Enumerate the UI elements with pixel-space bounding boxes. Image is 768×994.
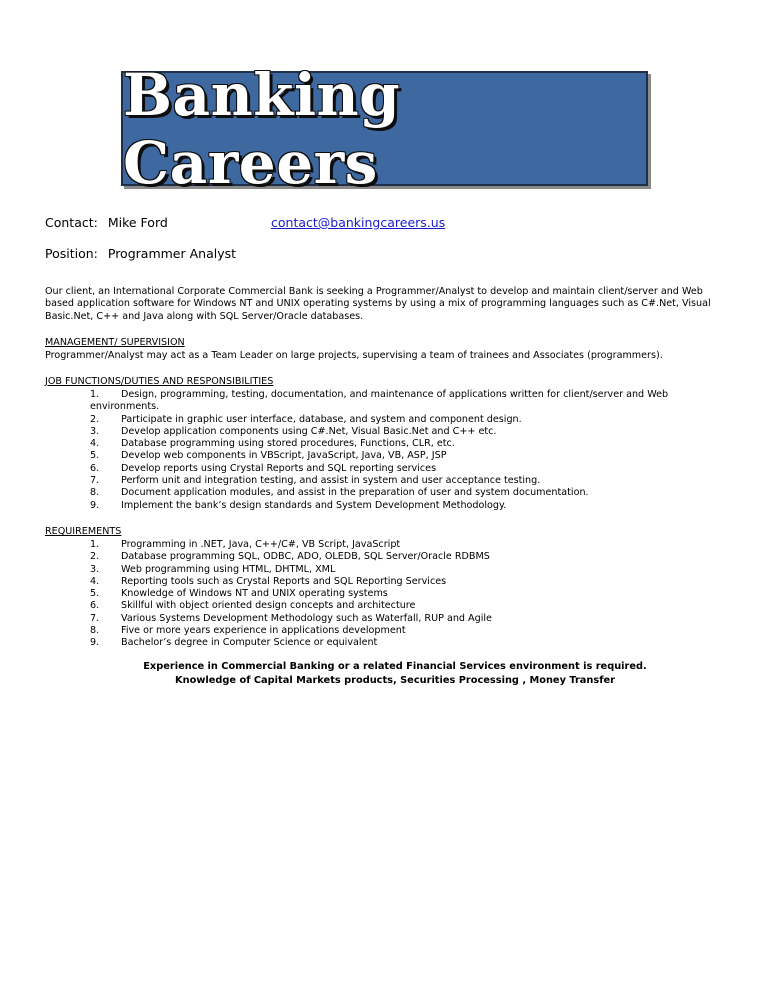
duty-item-number: 8. bbox=[90, 487, 100, 499]
duty-item bbox=[90, 438, 710, 450]
requirement-item-text: Five or more years experience in applications development bbox=[121, 625, 406, 637]
duty-item bbox=[90, 463, 710, 475]
position-label: Position: bbox=[45, 246, 98, 261]
duty-item-text: Design, programming, testing, documentation, and maintenance of applications written for client/server and Web bbox=[121, 389, 669, 400]
duty-item-number: 6. bbox=[90, 462, 100, 474]
duty-item-number: 7. bbox=[90, 475, 100, 487]
duties-heading: JOB FUNCTIONS/DUTIES AND RESPONSIBILITIES bbox=[45, 376, 274, 387]
duty-item-text: Database programming using stored procedures, Functions, CLR, etc. bbox=[121, 438, 455, 450]
duty-item-text: Develop web components in VBScript, JavaScript, Java, VB, ASP, JSP bbox=[121, 450, 447, 462]
duty-item-number: 3. bbox=[90, 425, 100, 437]
requirement-item-number: 1. bbox=[90, 539, 100, 550]
requirement-item-text: Knowledge of Windows NT and UNIX operating systems bbox=[121, 588, 388, 600]
duty-item bbox=[90, 414, 710, 426]
requirement-item bbox=[90, 588, 710, 600]
requirement-item-number: 8. bbox=[90, 625, 100, 637]
requirement-item bbox=[90, 576, 710, 588]
requirement-item-text: Reporting tools such as Crystal Reports and SQL Reporting Services bbox=[121, 575, 447, 587]
requirement-item bbox=[90, 625, 710, 637]
contact-email-link[interactable]: contact@bankingcareers.us bbox=[271, 215, 446, 230]
contact-row bbox=[45, 215, 168, 230]
intro-paragraph: Our client, an International Corporate Commercial Bank is seeking a Programmer/Analyst to develop and maintain client/server and Web based application software for Windows NT and UNIX operating systems by using a mix of programming languages such as C#.Net, Visual Basic.Net, C++ and Java along with SQL Server/Oracle databases. bbox=[45, 286, 711, 322]
requirement-item bbox=[90, 551, 710, 563]
requirement-item bbox=[90, 637, 710, 649]
duty-item-number: 2. bbox=[90, 413, 100, 425]
duty-item-text: Implement the bank’s design standards and System Development Methodology. bbox=[121, 499, 507, 511]
management-text: Programmer/Analyst may act as a Team Leader on large projects, supervising a team of trainees and Associates (programmers). bbox=[45, 350, 663, 361]
contact-label: Contact: bbox=[45, 215, 98, 230]
requirements-list bbox=[90, 539, 710, 650]
duty-item-text: Develop reports using Crystal Reports and SQL reporting services bbox=[121, 462, 437, 474]
requirement-item-text: Database programming SQL, ODBC, ADO, OLEDB, SQL Server/Oracle RDBMS bbox=[121, 551, 490, 563]
requirement-item-text: Skillful with object oriented design concepts and architecture bbox=[121, 600, 416, 612]
contact-name: Mike Ford bbox=[107, 215, 168, 230]
duty-item-text: Participate in graphic user interface, database, and system and component design. bbox=[121, 413, 522, 425]
duty-item-number: 9. bbox=[90, 499, 100, 511]
requirement-item bbox=[90, 539, 710, 551]
requirement-item-number: 2. bbox=[90, 551, 100, 563]
duty-item bbox=[90, 389, 710, 401]
duty-item-text: Develop application components using C#.Net, Visual Basic.Net and C++ etc. bbox=[121, 425, 497, 437]
requirement-item-text: Bachelor’s degree in Computer Science or equivalent bbox=[121, 637, 378, 649]
duties-list bbox=[90, 389, 710, 512]
duty-item-number: 5. bbox=[90, 450, 100, 462]
duty-item-text: environments. bbox=[90, 401, 160, 413]
duty-item bbox=[90, 450, 710, 462]
requirement-item-text: Programming in .NET, Java, C++/C#, VB Script, JavaScript bbox=[121, 539, 401, 550]
requirement-item bbox=[90, 613, 710, 625]
duty-item bbox=[90, 475, 710, 487]
requirement-item-text: Various Systems Development Methodology such as Waterfall, RUP and Agile bbox=[121, 612, 492, 624]
position-row bbox=[45, 246, 236, 261]
requirement-item-number: 3. bbox=[90, 563, 100, 575]
duty-item bbox=[90, 487, 710, 499]
duty-item-number: 1. bbox=[90, 389, 100, 400]
position-value: Programmer Analyst bbox=[107, 246, 237, 261]
banking-careers-logo bbox=[121, 60, 648, 197]
logo-text: Banking Careers bbox=[123, 60, 401, 197]
duty-item bbox=[90, 500, 710, 512]
requirement-item bbox=[90, 564, 710, 576]
requirement-item-number: 9. bbox=[90, 637, 100, 649]
requirement-item-number: 6. bbox=[90, 600, 100, 612]
requirement-item-number: 7. bbox=[90, 612, 100, 624]
duty-item-number: 4. bbox=[90, 438, 100, 450]
requirements-heading: REQUIREMENTS bbox=[45, 526, 122, 537]
requirement-item-text: Web programming using HTML, DHTML, XML bbox=[121, 563, 336, 575]
duty-item bbox=[90, 401, 710, 413]
duty-item bbox=[90, 426, 710, 438]
requirement-item bbox=[90, 600, 710, 612]
requirement-item-number: 4. bbox=[90, 575, 100, 587]
management-heading: MANAGEMENT/ SUPERVISION bbox=[45, 337, 185, 348]
footer-line-1: Experience in Commercial Banking or a related Financial Services environment is required. bbox=[143, 661, 647, 672]
duty-item-text: Perform unit and integration testing, and assist in system and user acceptance testing. bbox=[121, 475, 541, 487]
duty-item-text: Document application modules, and assist in the preparation of user and system documentation. bbox=[121, 487, 589, 499]
footer-line-2: Knowledge of Capital Markets products, Securities Processing , Money Transfer bbox=[175, 675, 615, 686]
requirement-item-number: 5. bbox=[90, 588, 100, 600]
